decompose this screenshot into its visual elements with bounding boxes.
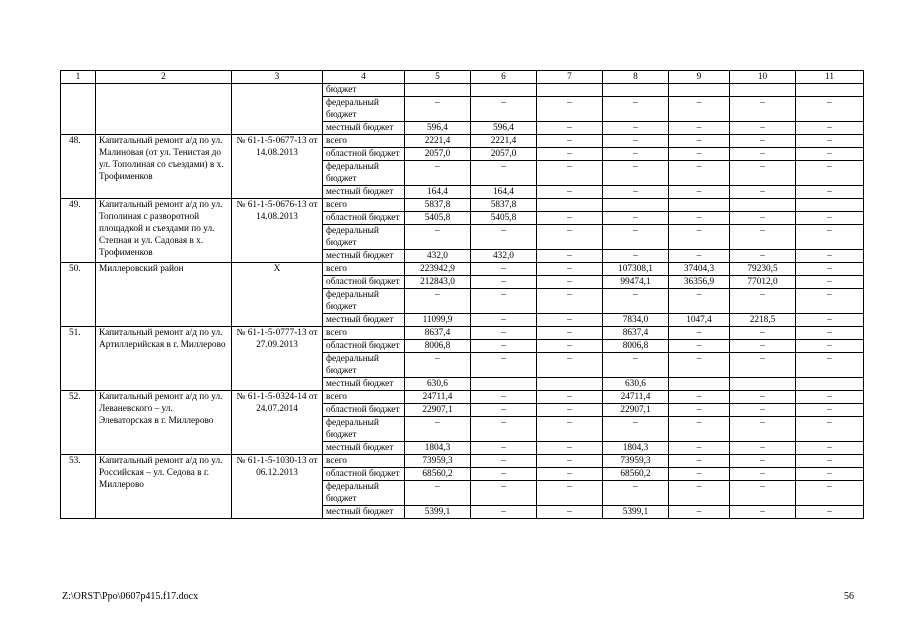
value-cell: 22907,1 (603, 404, 669, 417)
budget-source-label: всего (323, 327, 405, 340)
value-cell: – (603, 481, 669, 506)
value-cell (730, 378, 796, 391)
object-name: Капитальный ремонт а/д по ул. Малиновая (от ул. Тенистая до ул. Тополиная со съездами) в х. Трофименков (96, 135, 232, 199)
value-cell: – (537, 148, 603, 161)
value-cell: – (405, 97, 471, 122)
value-cell: – (730, 225, 796, 250)
value-cell: – (537, 417, 603, 442)
value-cell: 630,6 (603, 378, 669, 391)
value-cell: – (730, 97, 796, 122)
value-cell: – (537, 289, 603, 314)
value-cell: – (669, 122, 730, 135)
value-cell: – (471, 481, 537, 506)
value-cell: 630,6 (405, 378, 471, 391)
value-cell: – (730, 404, 796, 417)
value-cell: – (471, 340, 537, 353)
table-body (61, 71, 864, 519)
table-row (61, 455, 864, 468)
value-cell: – (796, 122, 864, 135)
value-cell: – (796, 135, 864, 148)
value-cell: 1047,4 (669, 314, 730, 327)
value-cell: – (669, 148, 730, 161)
budget-source-label: федеральный бюджет (323, 225, 405, 250)
value-cell: 68560,2 (405, 468, 471, 481)
value-cell: – (796, 506, 864, 519)
value-cell: – (730, 161, 796, 186)
footer-file-path: Z:\ORST\Ppo\0607p415.f17.docx (62, 591, 199, 602)
object-name: Капитальный ремонт а/д по ул. Российская – ул. Седова в г. Миллерово (96, 455, 232, 519)
value-cell: 1804,3 (405, 442, 471, 455)
budget-source-label: областной бюджет (323, 276, 405, 289)
column-header: 5 (405, 71, 471, 84)
value-cell: – (730, 289, 796, 314)
value-cell: – (796, 148, 864, 161)
value-cell: – (603, 148, 669, 161)
budget-source-label: местный бюджет (323, 186, 405, 199)
value-cell (537, 378, 603, 391)
value-cell: 7834,0 (603, 314, 669, 327)
value-cell: – (796, 263, 864, 276)
column-header: 1 (61, 71, 96, 84)
value-cell (471, 378, 537, 391)
value-cell: 22907,1 (405, 404, 471, 417)
budget-source-label: федеральный бюджет (323, 353, 405, 378)
column-header: 11 (796, 71, 864, 84)
value-cell: – (796, 417, 864, 442)
value-cell (796, 84, 864, 97)
value-cell: 8637,4 (603, 327, 669, 340)
column-header: 8 (603, 71, 669, 84)
budget-source-label: местный бюджет (323, 122, 405, 135)
object-name: Капитальный ремонт а/д по ул. Артиллерийская в г. Миллерово (96, 327, 232, 391)
value-cell: – (730, 122, 796, 135)
value-cell (471, 84, 537, 97)
value-cell: 11099,9 (405, 314, 471, 327)
budget-source-label: бюджет (323, 84, 405, 97)
value-cell: – (537, 263, 603, 276)
value-cell: – (796, 289, 864, 314)
value-cell: 5405,8 (405, 212, 471, 225)
document-reference: № 61-1-5-1030-13 от 06.12.2013 (232, 455, 323, 519)
value-cell: – (537, 340, 603, 353)
value-cell: – (730, 455, 796, 468)
value-cell: – (730, 391, 796, 404)
value-cell: – (796, 353, 864, 378)
value-cell: 36356,9 (669, 276, 730, 289)
value-cell: – (730, 327, 796, 340)
budget-source-label: всего (323, 263, 405, 276)
value-cell: – (603, 353, 669, 378)
value-cell: – (796, 186, 864, 199)
value-cell: – (669, 250, 730, 263)
value-cell: – (405, 481, 471, 506)
value-cell (405, 84, 471, 97)
budget-source-label: всего (323, 135, 405, 148)
budget-source-label: областной бюджет (323, 212, 405, 225)
object-name: Миллеровский район (96, 263, 232, 327)
value-cell: 2057,0 (471, 148, 537, 161)
row-number: 50. (61, 263, 96, 327)
value-cell (537, 84, 603, 97)
value-cell: – (603, 417, 669, 442)
budget-source-label: всего (323, 199, 405, 212)
value-cell: – (471, 276, 537, 289)
value-cell: – (730, 481, 796, 506)
budget-source-label: областной бюджет (323, 404, 405, 417)
budget-source-label: местный бюджет (323, 314, 405, 327)
value-cell: – (796, 225, 864, 250)
value-cell: – (471, 314, 537, 327)
value-cell (603, 199, 669, 212)
budget-source-label: местный бюджет (323, 378, 405, 391)
column-header: 7 (537, 71, 603, 84)
value-cell: – (537, 97, 603, 122)
value-cell: – (471, 404, 537, 417)
budget-source-label: местный бюджет (323, 506, 405, 519)
value-cell: – (537, 481, 603, 506)
value-cell: – (669, 225, 730, 250)
column-header: 2 (96, 71, 232, 84)
value-cell: – (669, 455, 730, 468)
value-cell: – (669, 212, 730, 225)
value-cell: – (537, 314, 603, 327)
value-cell: – (730, 506, 796, 519)
value-cell: – (603, 250, 669, 263)
value-cell: – (796, 468, 864, 481)
value-cell: – (471, 391, 537, 404)
value-cell: – (796, 97, 864, 122)
value-cell: – (669, 289, 730, 314)
value-cell (537, 199, 603, 212)
value-cell: – (669, 417, 730, 442)
row-number: 49. (61, 199, 96, 263)
object-name-cell (96, 84, 232, 135)
value-cell: 68560,2 (603, 468, 669, 481)
value-cell: – (537, 212, 603, 225)
value-cell: – (537, 506, 603, 519)
document-reference: № 61-1-5-0677-13 от 14.08.2013 (232, 135, 323, 199)
value-cell: – (669, 391, 730, 404)
value-cell: 5399,1 (405, 506, 471, 519)
value-cell: – (669, 327, 730, 340)
value-cell: 432,0 (471, 250, 537, 263)
document-reference: Х (232, 263, 323, 327)
value-cell: – (730, 353, 796, 378)
table-row (61, 135, 864, 148)
document-cell (232, 84, 323, 135)
value-cell: 5837,8 (471, 199, 537, 212)
value-cell: 77012,0 (730, 276, 796, 289)
document-reference: № 61-1-5-0777-13 от 27.09.2013 (232, 327, 323, 391)
value-cell: – (669, 468, 730, 481)
value-cell (730, 199, 796, 212)
value-cell: – (471, 353, 537, 378)
value-cell: – (603, 225, 669, 250)
value-cell: – (537, 161, 603, 186)
budget-table (60, 70, 864, 519)
value-cell: – (537, 276, 603, 289)
column-header: 10 (730, 71, 796, 84)
column-header: 9 (669, 71, 730, 84)
value-cell: – (730, 468, 796, 481)
value-cell: – (669, 340, 730, 353)
document-reference: № 61-1-5-0676-13 от 14.08.2013 (232, 199, 323, 263)
value-cell: – (730, 186, 796, 199)
value-cell: 8006,8 (603, 340, 669, 353)
value-cell: – (471, 417, 537, 442)
value-cell: – (730, 148, 796, 161)
object-name: Капитальный ремонт а/д по ул. Леваневского – ул. Элеваторская в г. Миллерово (96, 391, 232, 455)
row-number: 52. (61, 391, 96, 455)
value-cell: – (471, 442, 537, 455)
value-cell: – (730, 135, 796, 148)
row-number: 51. (61, 327, 96, 391)
value-cell (603, 84, 669, 97)
value-cell (796, 199, 864, 212)
document-reference: № 61-1-5-0324-14 от 24.07.2014 (232, 391, 323, 455)
value-cell: – (471, 161, 537, 186)
budget-source-label: федеральный бюджет (323, 161, 405, 186)
value-cell: – (603, 135, 669, 148)
budget-source-label: федеральный бюджет (323, 289, 405, 314)
value-cell: – (796, 481, 864, 506)
value-cell: – (796, 442, 864, 455)
value-cell: – (471, 455, 537, 468)
value-cell: – (796, 250, 864, 263)
value-cell: – (603, 97, 669, 122)
value-cell: – (796, 212, 864, 225)
value-cell: – (669, 404, 730, 417)
value-cell (669, 84, 730, 97)
value-cell: – (537, 327, 603, 340)
value-cell: 5405,8 (471, 212, 537, 225)
value-cell: – (471, 263, 537, 276)
column-header: 6 (471, 71, 537, 84)
value-cell: – (730, 212, 796, 225)
value-cell: – (405, 289, 471, 314)
value-cell: – (603, 161, 669, 186)
value-cell (669, 199, 730, 212)
value-cell: – (730, 417, 796, 442)
value-cell: 2057,0 (405, 148, 471, 161)
value-cell: – (669, 186, 730, 199)
budget-source-label: федеральный бюджет (323, 97, 405, 122)
row-number: 48. (61, 135, 96, 199)
value-cell: – (730, 250, 796, 263)
table-row (61, 263, 864, 276)
value-cell: – (405, 353, 471, 378)
value-cell: – (603, 122, 669, 135)
value-cell: – (603, 186, 669, 199)
value-cell: – (471, 468, 537, 481)
value-cell: – (796, 276, 864, 289)
value-cell: – (537, 186, 603, 199)
value-cell: – (603, 289, 669, 314)
budget-table-sheet (60, 70, 863, 519)
value-cell: – (669, 161, 730, 186)
value-cell: – (471, 225, 537, 250)
value-cell: – (405, 161, 471, 186)
object-name: Капитальный ремонт а/д по ул. Тополиная с разворотной площадкой и съездами по ул. Степная и ул. Садовая в х. Трофименков (96, 199, 232, 263)
value-cell: – (471, 97, 537, 122)
value-cell: 2218,5 (730, 314, 796, 327)
value-cell: 212843,0 (405, 276, 471, 289)
page-number: 56 (844, 591, 854, 602)
value-cell: 107308,1 (603, 263, 669, 276)
value-cell: 223942,9 (405, 263, 471, 276)
value-cell: – (537, 225, 603, 250)
value-cell: – (796, 327, 864, 340)
budget-source-label: местный бюджет (323, 442, 405, 455)
value-cell (796, 378, 864, 391)
value-cell: 2221,4 (471, 135, 537, 148)
value-cell: 5837,8 (405, 199, 471, 212)
value-cell: – (537, 135, 603, 148)
budget-source-label: всего (323, 455, 405, 468)
column-header: 3 (232, 71, 323, 84)
value-cell: – (796, 404, 864, 417)
value-cell: – (471, 289, 537, 314)
value-cell: 1804,3 (603, 442, 669, 455)
value-cell: – (537, 391, 603, 404)
budget-source-label: областной бюджет (323, 340, 405, 353)
value-cell: 99474,1 (603, 276, 669, 289)
table-row (61, 199, 864, 212)
value-cell: 8006,8 (405, 340, 471, 353)
value-cell: – (669, 442, 730, 455)
value-cell: 164,4 (471, 186, 537, 199)
table-row (61, 327, 864, 340)
header-row (61, 71, 864, 84)
value-cell: 37404,3 (669, 263, 730, 276)
value-cell: – (537, 442, 603, 455)
value-cell: 596,4 (405, 122, 471, 135)
budget-source-label: областной бюджет (323, 148, 405, 161)
value-cell: 8637,4 (405, 327, 471, 340)
budget-source-label: всего (323, 391, 405, 404)
value-cell: – (603, 212, 669, 225)
value-cell: – (537, 250, 603, 263)
value-cell: – (537, 404, 603, 417)
budget-source-label: областной бюджет (323, 468, 405, 481)
value-cell: – (471, 327, 537, 340)
value-cell: 432,0 (405, 250, 471, 263)
value-cell: 5399,1 (603, 506, 669, 519)
value-cell: – (796, 161, 864, 186)
value-cell: 73959,3 (405, 455, 471, 468)
budget-source-label: федеральный бюджет (323, 481, 405, 506)
value-cell: – (796, 391, 864, 404)
value-cell: 24711,4 (405, 391, 471, 404)
value-cell: – (669, 506, 730, 519)
value-cell: 73959,3 (603, 455, 669, 468)
value-cell: – (669, 353, 730, 378)
value-cell: – (669, 481, 730, 506)
value-cell: 2221,4 (405, 135, 471, 148)
value-cell: – (537, 122, 603, 135)
budget-source-label: местный бюджет (323, 250, 405, 263)
value-cell: – (669, 135, 730, 148)
value-cell: – (730, 340, 796, 353)
value-cell: 164,4 (405, 186, 471, 199)
value-cell: – (471, 506, 537, 519)
value-cell (669, 378, 730, 391)
value-cell: – (669, 97, 730, 122)
row-number: 53. (61, 455, 96, 519)
row-number-cell (61, 84, 96, 135)
value-cell: 24711,4 (603, 391, 669, 404)
value-cell: – (796, 314, 864, 327)
value-cell: – (537, 353, 603, 378)
value-cell: – (537, 455, 603, 468)
value-cell: – (796, 455, 864, 468)
table-row (61, 84, 864, 97)
value-cell: – (405, 417, 471, 442)
value-cell: – (796, 340, 864, 353)
table-row (61, 391, 864, 404)
value-cell: – (405, 225, 471, 250)
value-cell: – (730, 442, 796, 455)
budget-source-label: федеральный бюджет (323, 417, 405, 442)
value-cell (730, 84, 796, 97)
column-header: 4 (323, 71, 405, 84)
value-cell: – (537, 468, 603, 481)
value-cell: 596,4 (471, 122, 537, 135)
value-cell: 79230,5 (730, 263, 796, 276)
